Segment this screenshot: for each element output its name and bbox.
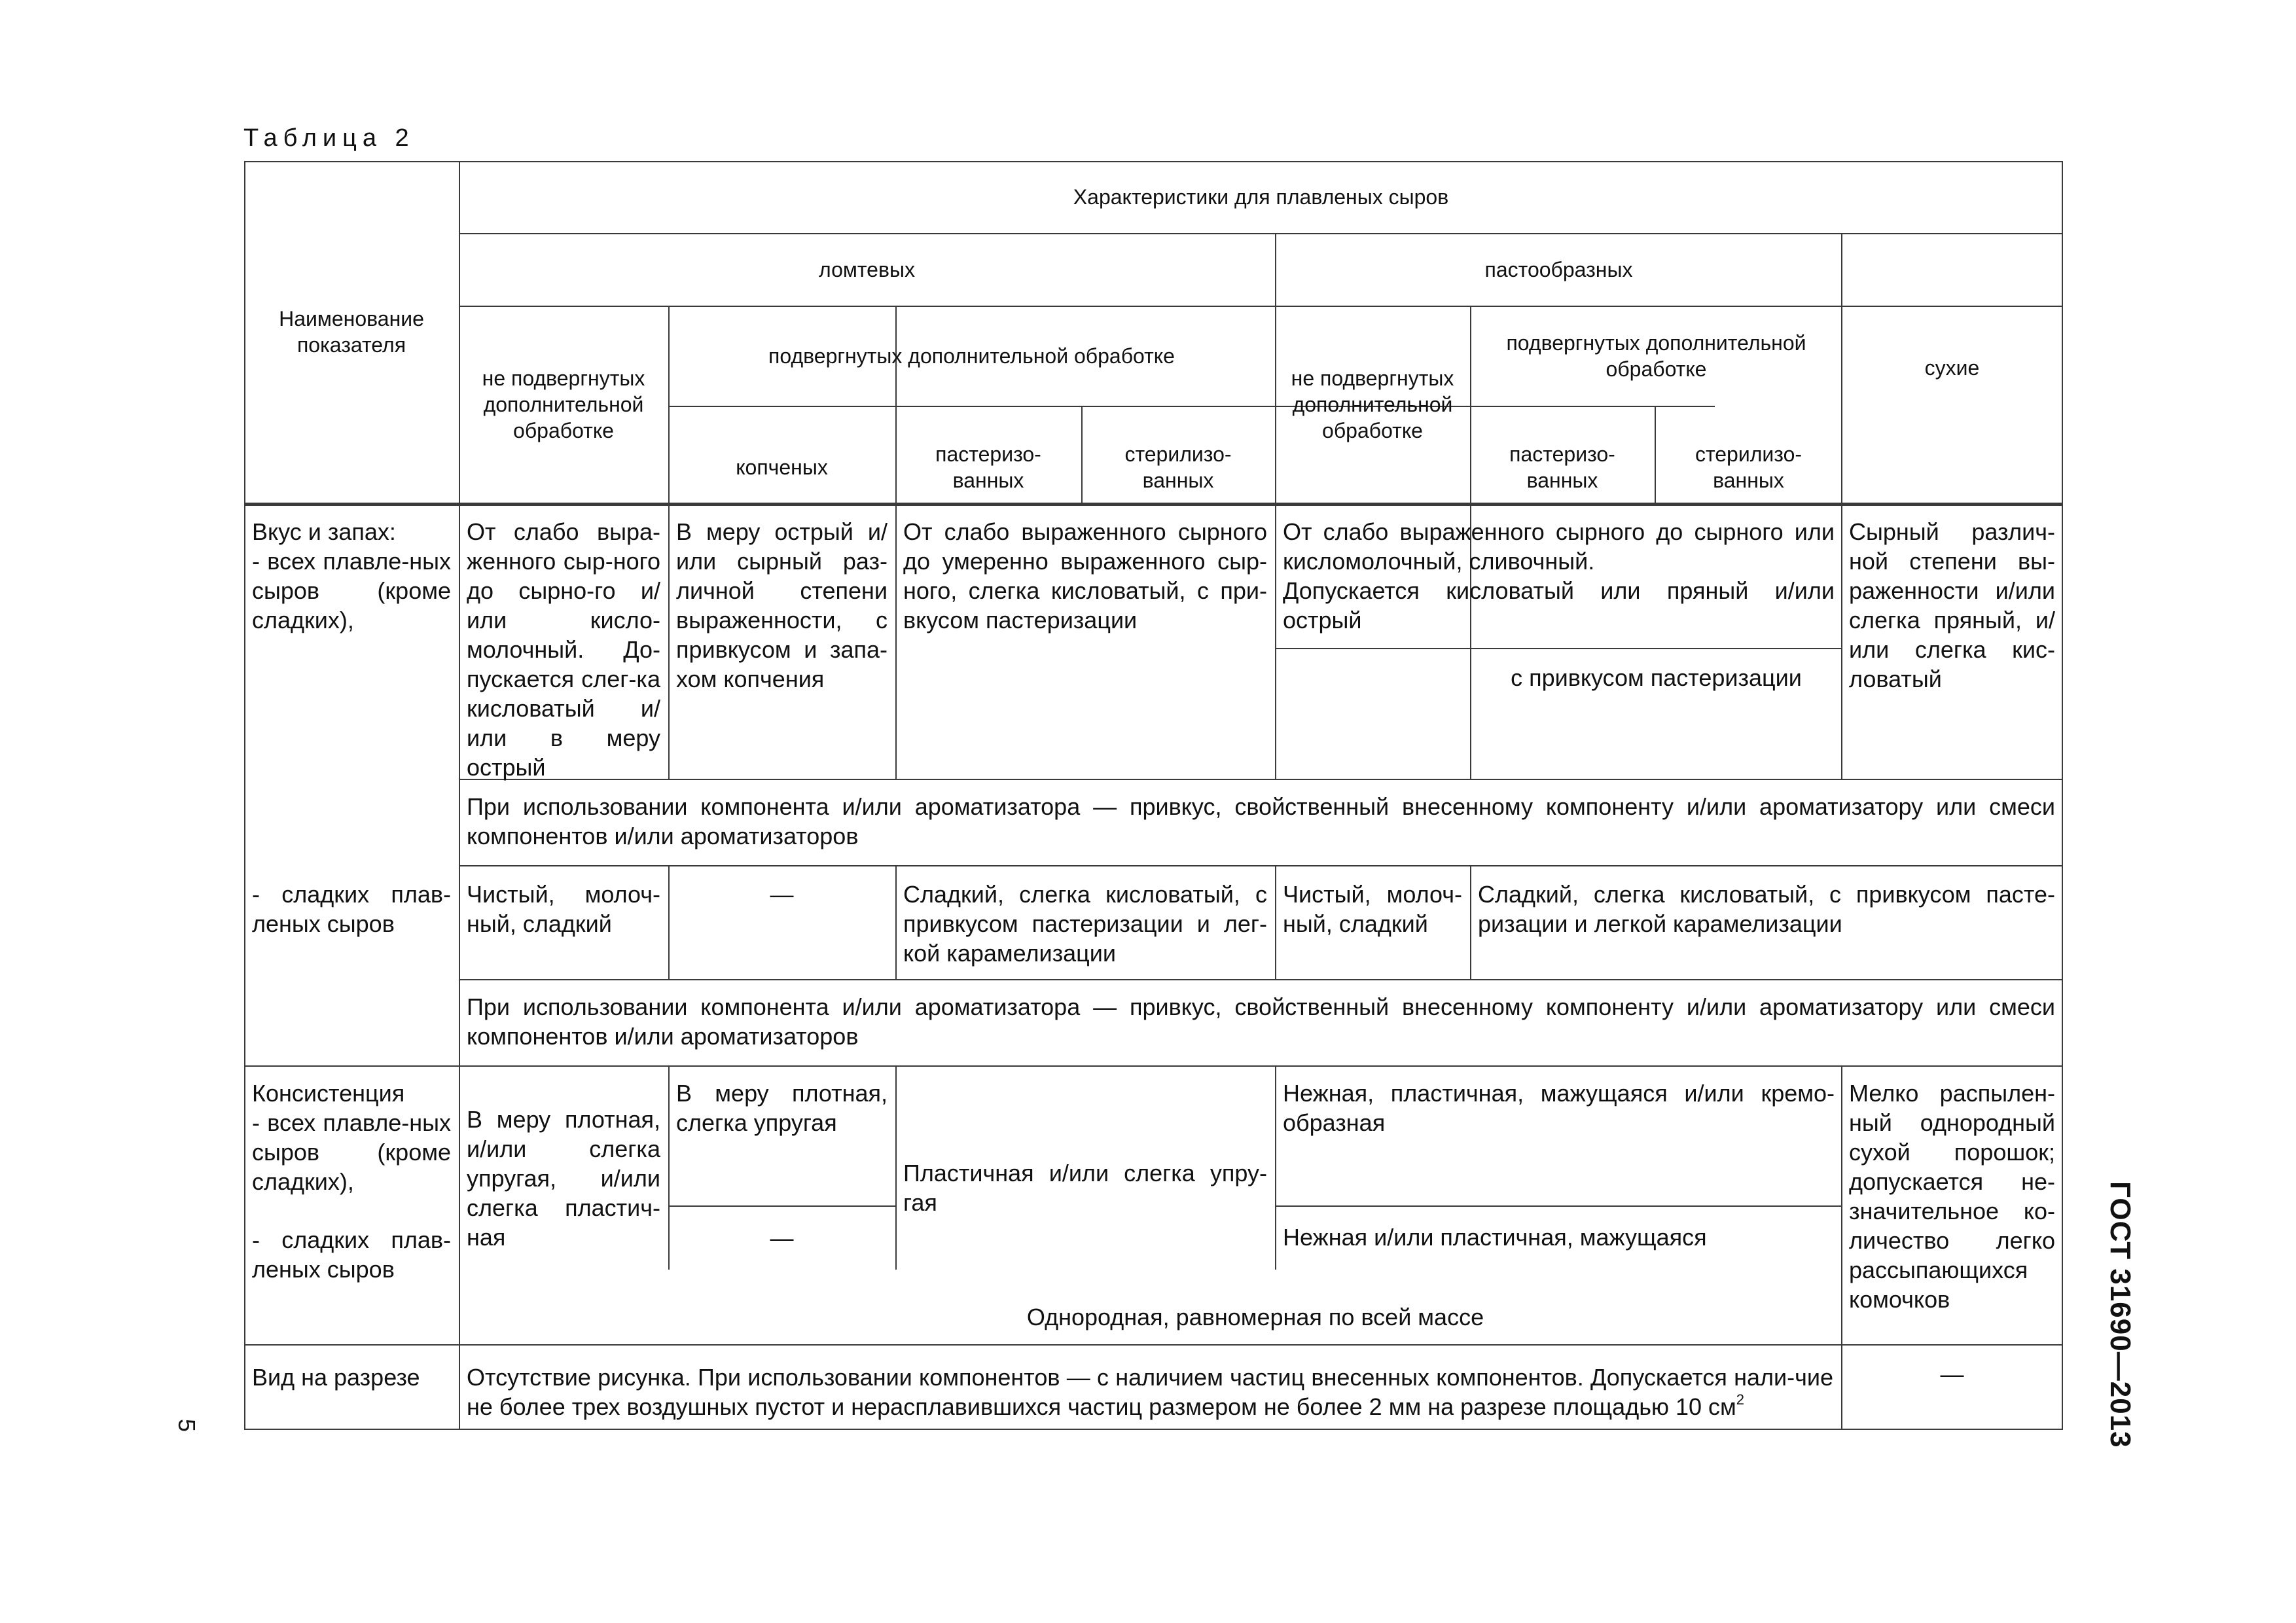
taste-component-note-2: При использовании компонента и/или ароматизатора — привкус, свойственный внесенному компоненту и/или ароматизатору или смеси компонентов и/или ароматизаторов <box>467 993 2055 1050</box>
taste-sweet-pasta-not-processed: Чистый, молоч-ный, сладкий <box>1283 881 1462 937</box>
header-lomt-sterilized: стерилизо-ванных <box>1124 442 1232 492</box>
taste-pasta-all: От слабо выраженного сырного до сырного или кисломолочный, сливочный. Допускается кисловатый или пряный и/или острый <box>1283 518 1835 633</box>
document-code: ГОСТ 31690—2013 <box>2104 1181 2136 1448</box>
cut-label: Вид на разрезе <box>252 1364 420 1391</box>
consistency-uniform: Однородная, равномерная по всей массе <box>1026 1303 1484 1330</box>
header-pastoobraznyh: пастообразных <box>1484 257 1633 281</box>
taste-sweet-lomt-not-processed: Чистый, молоч-ный, сладкий <box>467 881 660 937</box>
taste-dry: Сырный различ-ной степени вы-раженности и/или слегка пряный, и/или слегка кис-ловатый <box>1849 518 2055 692</box>
taste-lomt-past-ster: От слабо выраженного сырного до умеренно выраженного сыр-ного, слегка кисловатый, с при-вкусом пастеризации <box>903 518 1267 633</box>
page-number: 5 <box>173 1419 200 1433</box>
taste-pasta-processed: с привкусом пастеризации <box>1511 664 1802 691</box>
taste-sweet-pasta-processed: Сладкий, слегка кисловатый, с привкусом пасте-ризации и легкой карамелизации <box>1478 881 2055 937</box>
header-lomtevyh: ломтевых <box>819 257 915 281</box>
header-pasta-pasteurized: пастеризо-ванных <box>1509 442 1615 492</box>
header-pasta-not-processed: не подвергнутых дополнительной обработке <box>1291 366 1454 442</box>
taste-component-note-1: При использовании компонента и/или ароматизатора — привкус, свойственный внесенному компоненту и/или ароматизатору или смеси компонентов и/или ароматизаторов <box>467 793 2055 849</box>
consistency-sweet-label: - сладких плав-леных сыров <box>252 1226 451 1283</box>
header-pasta-sterilized: стерилизо-ванных <box>1695 442 1803 492</box>
consistency-lomt-smoked-sweet: — <box>770 1224 794 1251</box>
header-pasta-processed: подвергнутых дополнительной обработке <box>1506 330 1806 381</box>
table-2 <box>244 161 2063 1430</box>
consistency-lomt-past-ster: Пластичная и/или слегка упру-гая <box>903 1160 1267 1216</box>
consistency-lomt-smoked-all: В меру плотная, слегка упругая <box>676 1080 888 1136</box>
taste-lomt-not-processed: От слабо выра-женного сыр-ного до сырно-го и/или кисло-молочный. До-пускается слег-ка кисловатый и/или в меру острый <box>467 518 660 781</box>
cut-dry: — <box>1940 1360 1964 1387</box>
consistency-dry: Мелко распылен-ный однородный сухой порошок; допускается не-значительное ко-личество легко рассыпающихся комочков <box>1849 1080 2055 1313</box>
taste-sweet-label: - сладких плав-леных сыров <box>252 881 451 937</box>
cut-text-cell <box>459 1344 1841 1429</box>
header-indicator-name: Наименование показателя <box>279 307 424 357</box>
taste-sweet-lomt-past-ster: Сладкий, слегка кисловатый, с привкусом пастеризации и лег-кой карамелизации <box>903 881 1267 967</box>
consistency-label: Консистенция - всех плавле-ных сыров (кроме сладких), <box>252 1080 451 1195</box>
header-suhie: сухие <box>1924 356 1980 380</box>
consistency-pasta-all: Нежная, пластичная, мажущаяся и/или кремо-образная <box>1283 1080 1835 1136</box>
consistency-lomt-not-processed: В меру плотная, и/или слегка упругая, и/или слегка пластич-ная <box>467 1106 660 1251</box>
header-lomt-pasteurized: пастеризо-ванных <box>935 442 1041 492</box>
consistency-pasta-sweet: Нежная и/или пластичная, мажущаяся <box>1283 1224 1707 1251</box>
header-smoked: копченых <box>736 455 828 479</box>
table-caption: Таблица 2 <box>243 124 415 152</box>
cut-text-superscript: 2 <box>1736 1391 1744 1408</box>
header-characteristics: Характеристики для плавленых сыров <box>1073 185 1449 209</box>
taste-sweet-lomt-smoked: — <box>770 881 794 908</box>
header-lomt-not-processed: не подвергнутых дополнительной обработке <box>482 366 645 442</box>
header-lomt-processed: подвергнутых дополнительной обработке <box>768 344 1175 368</box>
grid-line <box>244 1429 2063 1430</box>
cut-text: Отсутствие рисунка. При использовании компонентов — с наличием частиц внесенных компонентов. Допускается нали-чие не более трех воздушных пустот и нерасплавившихся частиц размером не более 2 мм на разрезе площадью 10 см <box>467 1364 1833 1420</box>
taste-lomt-smoked: В меру острый и/или сырный раз-личной степени выраженности, с привкусом и запа-хом копчения <box>676 518 888 692</box>
taste-label: Вкус и запах: - всех плавле-ных сыров (кроме сладких), <box>252 518 451 633</box>
